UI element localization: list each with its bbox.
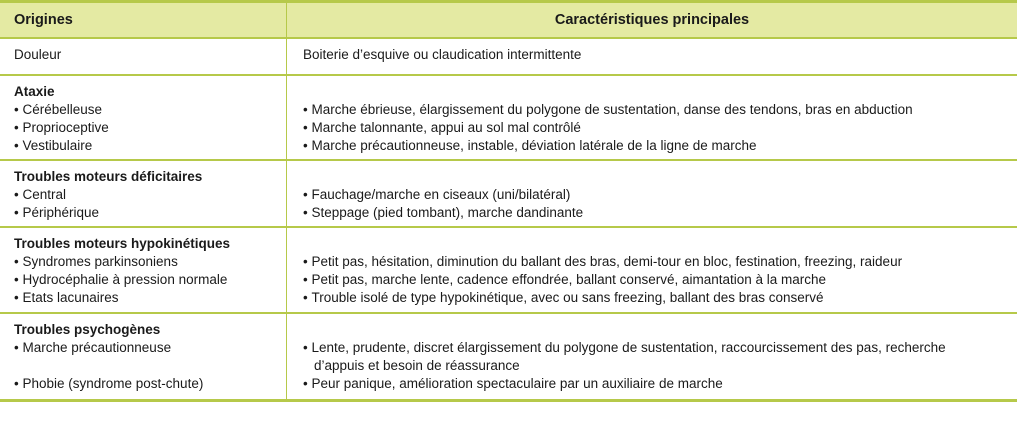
table-row [0, 39, 1017, 76]
row-description: • Fauchage/marche en ciseaux (uni/bilatéral) [303, 186, 1017, 204]
row-origin-title: Douleur [14, 47, 62, 62]
row-description: • Marche précautionneuse, instable, déviation latérale de la ligne de marche [303, 137, 1017, 155]
row-origin-title: Ataxie [14, 84, 55, 99]
row-origin-item: • Marche précautionneuse [14, 339, 286, 357]
table-header [0, 3, 1017, 39]
row-description: Boiterie d’esquive ou claudication intermittente [303, 47, 582, 62]
row-origin-item: • Vestibulaire [14, 137, 286, 155]
header-origines: Origines [0, 3, 287, 37]
row-description: • Marche talonnante, appui au sol mal contrôlé [303, 119, 1017, 137]
row-origin-title: Troubles psychogènes [14, 322, 161, 337]
row-description: • Lente, prudente, discret élargissement du polygone de sustentation, raccourcissement des pas, recherche [303, 339, 1017, 357]
row-description: • Peur panique, amélioration spectaculaire par un auxiliaire de marche [303, 375, 1017, 393]
table-row [0, 161, 1017, 228]
row-origin-title: Troubles moteurs déficitaires [14, 169, 203, 184]
row-origin-item: • Proprioceptive [14, 119, 286, 137]
row-description: • Steppage (pied tombant), marche dandinante [303, 204, 1017, 222]
row-origin-item: • Central [14, 186, 286, 204]
row-origin-item: • Périphérique [14, 204, 286, 222]
row-description: • Petit pas, hésitation, diminution du ballant des bras, demi-tour en bloc, festination, freezing, raideur [303, 253, 1017, 271]
row-description: • Marche ébrieuse, élargissement du polygone de sustentation, danse des tendons, bras en abduction [303, 101, 1017, 119]
table-row [0, 76, 1017, 161]
row-origin-item: • Etats lacunaires [14, 289, 286, 307]
row-origin-item: • Syndromes parkinsoniens [14, 253, 286, 271]
row-description: • Petit pas, marche lente, cadence effondrée, ballant conservé, aimantation à la marche [303, 271, 1017, 289]
row-origin-item: • Phobie (syndrome post-chute) [14, 375, 286, 393]
header-caracteristiques: Caractéristiques principales [554, 12, 750, 28]
table-row [0, 314, 1017, 402]
table-row [0, 228, 1017, 314]
row-origin-title: Troubles moteurs hypokinétiques [14, 236, 231, 251]
row-origin-item: • Hydrocéphalie à pression normale [14, 271, 286, 289]
row-origin-item: • Cérébelleuse [14, 101, 286, 119]
row-description-continuation: d’appuis et besoin de réassurance [314, 358, 520, 373]
row-description: • Trouble isolé de type hypokinétique, avec ou sans freezing, ballant des bras conservé [303, 289, 1017, 307]
